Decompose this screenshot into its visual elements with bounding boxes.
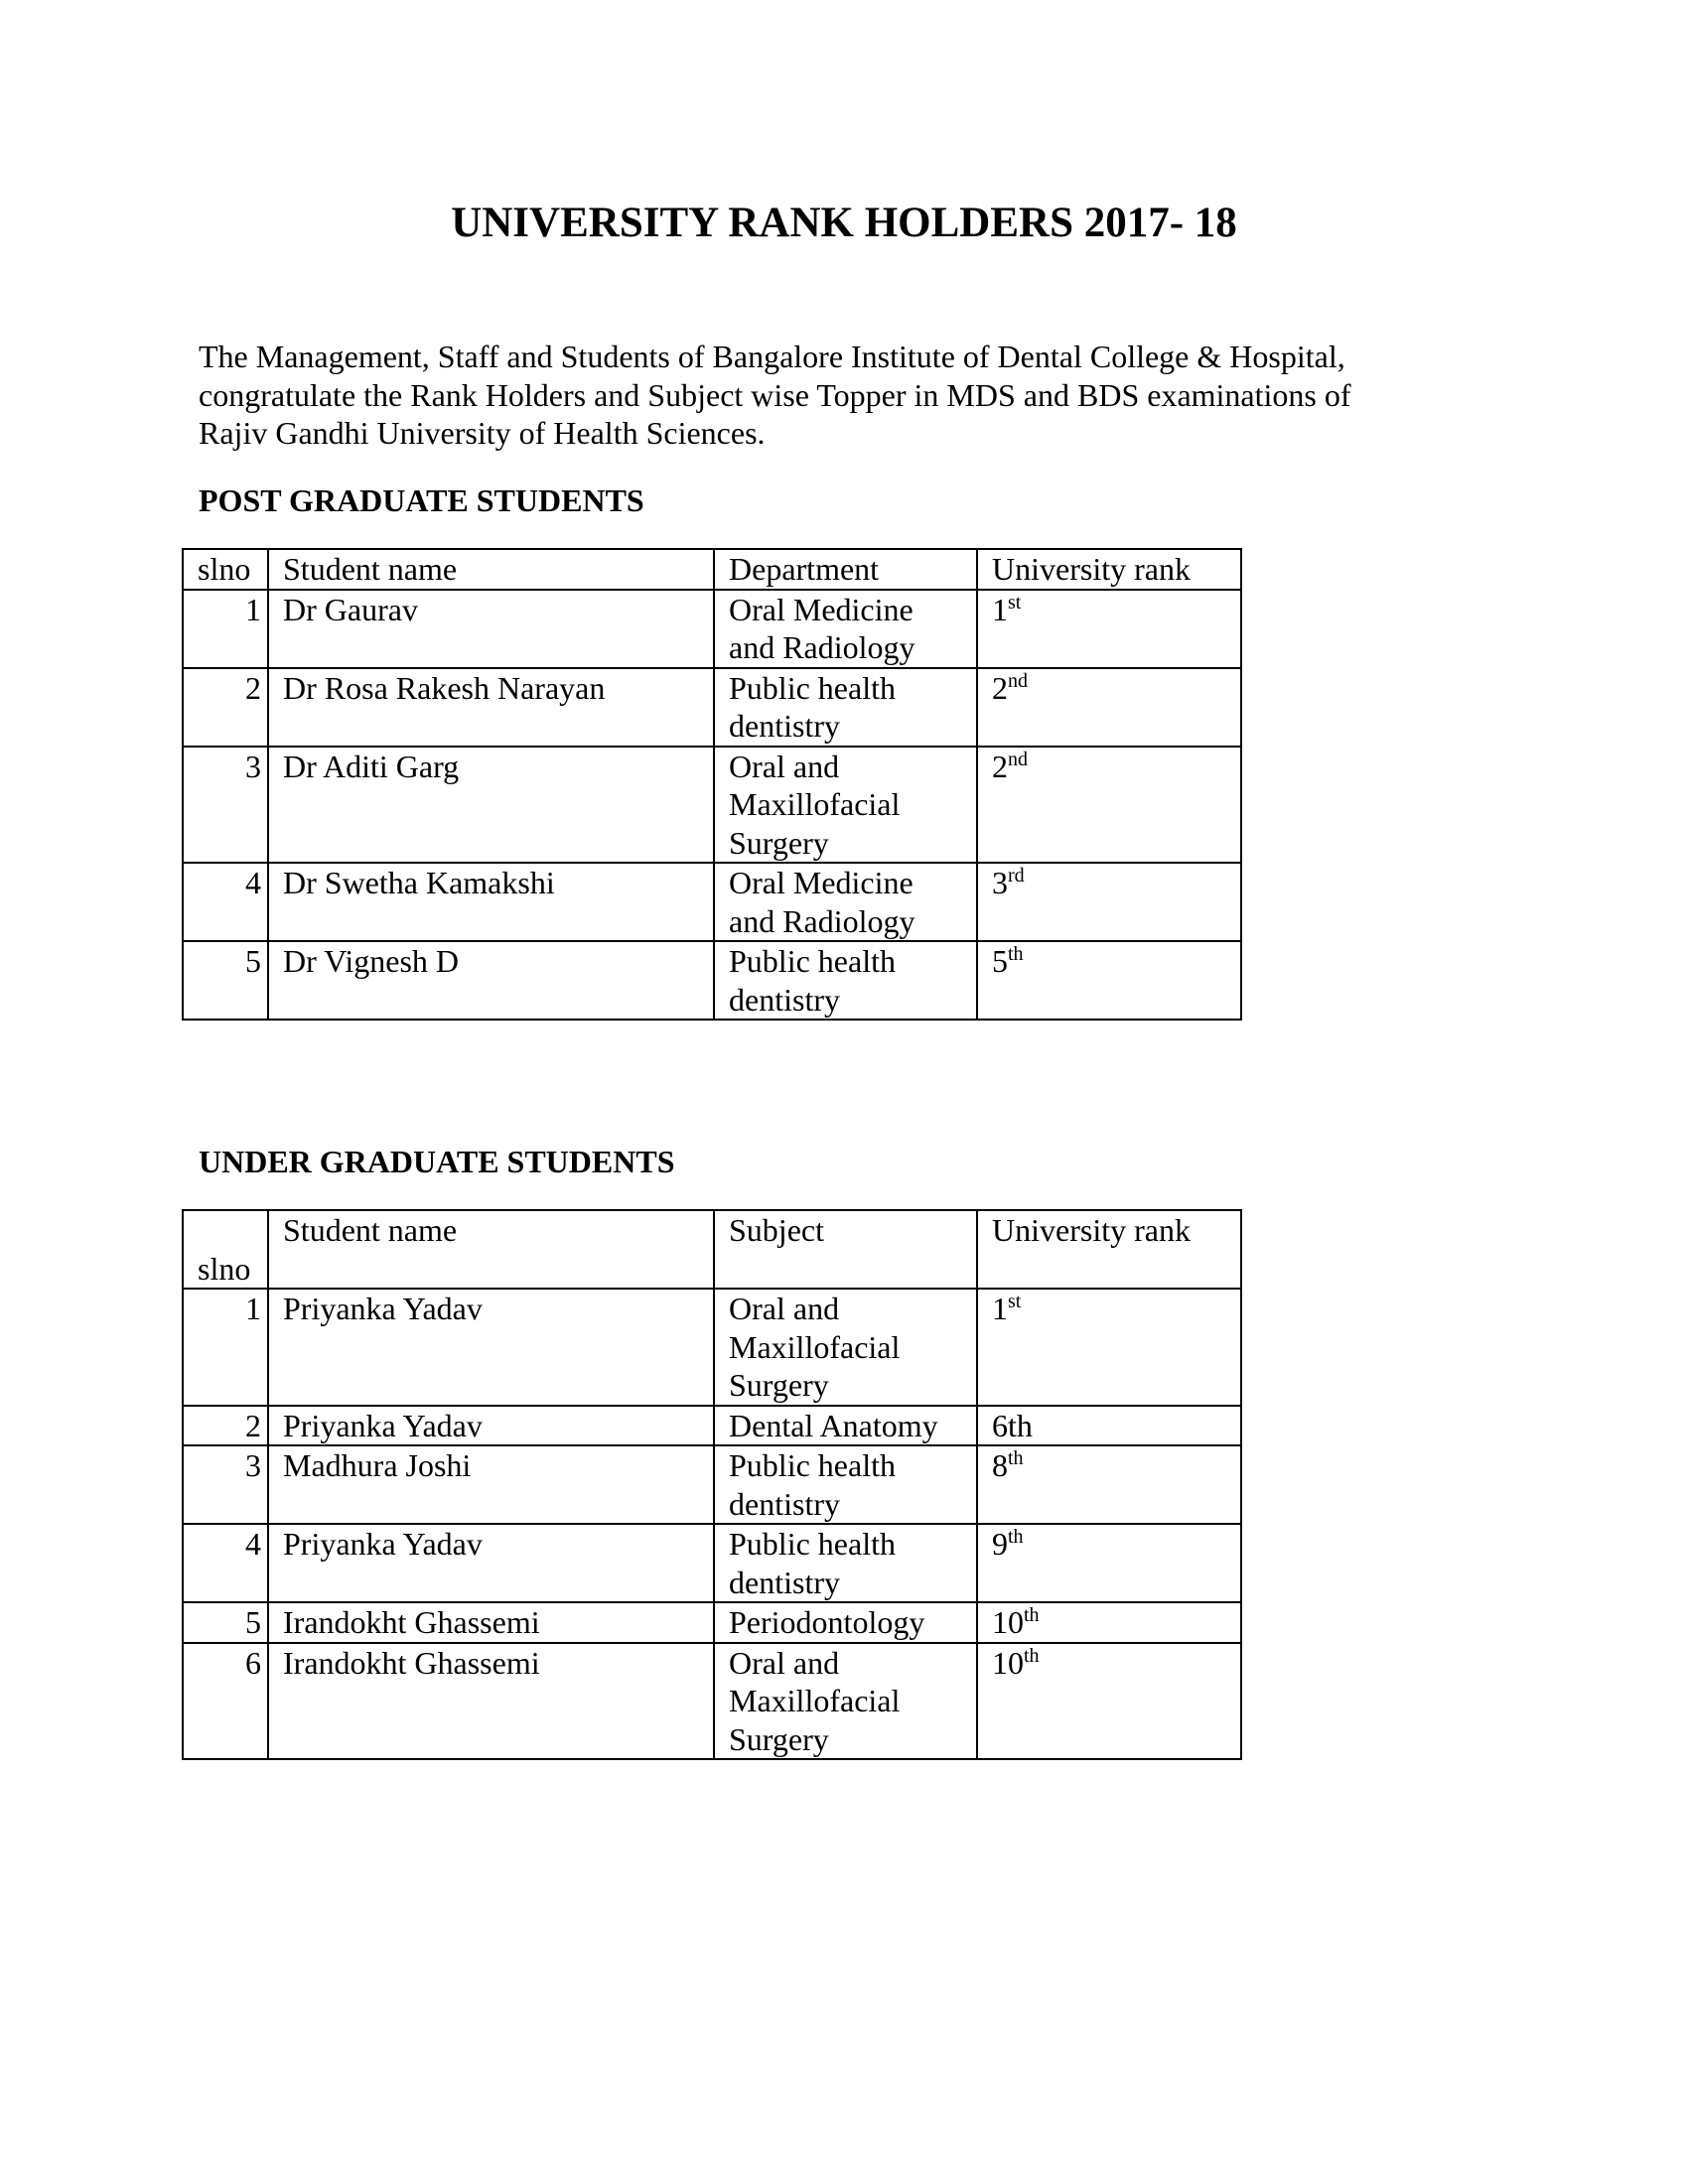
subject-cell-line: Surgery: [729, 1720, 829, 1757]
rank-value: 6th: [992, 1407, 1033, 1443]
department-cell: [714, 747, 977, 864]
subject-cell-line: Maxillofacial: [729, 1328, 901, 1365]
department-cell-line: dentistry: [729, 708, 840, 744]
table-row: [183, 1406, 1241, 1446]
table-row: [183, 747, 1241, 864]
rank-value: 8: [992, 1447, 1008, 1483]
document-title: UNIVERSITY RANK HOLDERS 2017- 18: [451, 200, 1237, 246]
table-header-row: [183, 549, 1241, 590]
subject-cell-line: dentistry: [729, 1485, 840, 1522]
rank-suffix: th: [1024, 1604, 1040, 1626]
table-row: [183, 668, 1241, 747]
subject-cell-line: Public health: [729, 1526, 896, 1562]
slno-cell: 4: [183, 1524, 268, 1602]
slno-cell: 3: [183, 747, 268, 864]
student-name-cell: Dr Swetha Kamakshi: [268, 863, 714, 941]
intro-line: The Management, Staff and Students of Bangalore Institute of Dental College & Hospital,: [199, 339, 1345, 374]
department-cell-line: Surgery: [729, 824, 829, 861]
student-name-cell: Irandokht Ghassemi: [268, 1602, 714, 1643]
header-subject: Subject: [714, 1210, 977, 1289]
rank-suffix: th: [1008, 1526, 1024, 1548]
slno-cell: 2: [183, 1406, 268, 1446]
student-name-cell: Dr Rosa Rakesh Narayan: [268, 668, 714, 747]
student-name-cell: Priyanka Yadav: [268, 1524, 714, 1602]
rank-suffix: st: [1008, 591, 1022, 614]
rank-value: 2: [992, 748, 1008, 784]
department-cell-line: dentistry: [729, 981, 840, 1018]
intro-line: Rajiv Gandhi University of Health Sciences.: [199, 415, 766, 451]
department-cell-line: Oral Medicine: [729, 865, 914, 900]
rank-suffix: th: [1024, 1644, 1040, 1667]
subject-cell-line: Oral and: [729, 1644, 840, 1681]
rank-suffix: rd: [1008, 865, 1025, 887]
department-cell-line: and Radiology: [729, 629, 915, 665]
subject-cell-line: Public health: [729, 1447, 896, 1483]
postgraduate-heading: POST GRADUATE STUDENTS: [199, 482, 644, 518]
university-rank-cell: [977, 1643, 1241, 1760]
rank-value: 9: [992, 1526, 1008, 1562]
table-row: [183, 1445, 1241, 1524]
header-university-rank: University rank: [977, 1210, 1241, 1289]
department-cell-line: Oral Medicine: [729, 591, 914, 627]
subject-cell: [714, 1289, 977, 1406]
subject-cell-line: Maxillofacial: [729, 1683, 901, 1718]
undergraduate-table: [182, 1209, 1242, 1760]
rank-suffix: st: [1008, 1291, 1022, 1312]
department-cell-line: Public health: [729, 943, 896, 979]
department-cell-line: Oral and: [729, 748, 840, 784]
rank-suffix: nd: [1008, 748, 1028, 770]
university-rank-cell: [977, 668, 1241, 747]
header-student-name: Student name: [268, 1210, 714, 1289]
university-rank-cell: [977, 863, 1241, 941]
university-rank-cell: [977, 1289, 1241, 1406]
undergraduate-heading: UNDER GRADUATE STUDENTS: [199, 1144, 675, 1179]
slno-cell: 5: [183, 941, 268, 1020]
table-row: [183, 590, 1241, 668]
table-row: [183, 941, 1241, 1020]
subject-cell: [714, 1602, 977, 1643]
rank-value: 2: [992, 669, 1008, 706]
department-cell-line: Public health: [729, 669, 896, 706]
rank-value: 3: [992, 865, 1008, 900]
university-rank-cell: [977, 1406, 1241, 1446]
subject-cell: [714, 1524, 977, 1602]
intro-paragraph: [199, 338, 1450, 453]
subject-cell: [714, 1406, 977, 1446]
rank-suffix: th: [1008, 943, 1024, 965]
rank-value: 1: [992, 591, 1008, 627]
slno-cell: 5: [183, 1602, 268, 1643]
rank-value: 10: [992, 1604, 1024, 1640]
university-rank-cell: [977, 1445, 1241, 1524]
slno-cell: 3: [183, 1445, 268, 1524]
subject-cell-line: Dental Anatomy: [729, 1407, 938, 1443]
table-row: [183, 1289, 1241, 1406]
university-rank-cell: [977, 590, 1241, 668]
rank-value: 5: [992, 943, 1008, 979]
slno-cell: 2: [183, 668, 268, 747]
subject-cell-line: Oral and: [729, 1291, 840, 1326]
rank-suffix: nd: [1008, 669, 1028, 692]
department-cell: [714, 590, 977, 668]
slno-cell: 4: [183, 863, 268, 941]
student-name-cell: Irandokht Ghassemi: [268, 1643, 714, 1760]
slno-cell: 1: [183, 1289, 268, 1406]
student-name-cell: Dr Aditi Garg: [268, 747, 714, 864]
student-name-cell: Priyanka Yadav: [268, 1289, 714, 1406]
header-student-name: Student name: [268, 549, 714, 590]
university-rank-cell: [977, 747, 1241, 864]
table-row: [183, 1643, 1241, 1760]
subject-cell-line: Surgery: [729, 1367, 829, 1403]
subject-cell: [714, 1445, 977, 1524]
student-name-cell: Dr Gaurav: [268, 590, 714, 668]
rank-suffix: th: [1008, 1447, 1024, 1469]
header-slno: slno: [183, 549, 268, 590]
department-cell: [714, 941, 977, 1020]
table-row: [183, 1524, 1241, 1602]
postgraduate-table: [182, 548, 1242, 1021]
student-name-cell: Priyanka Yadav: [268, 1406, 714, 1446]
subject-cell: [714, 1643, 977, 1760]
university-rank-cell: [977, 941, 1241, 1020]
subject-cell-line: dentistry: [729, 1564, 840, 1600]
table-row: [183, 1602, 1241, 1643]
university-rank-cell: [977, 1602, 1241, 1643]
header-university-rank: University rank: [977, 549, 1241, 590]
department-cell: [714, 668, 977, 747]
university-rank-cell: [977, 1524, 1241, 1602]
intro-line: congratulate the Rank Holders and Subject wise Topper in MDS and BDS examinations of: [199, 376, 1351, 413]
slno-cell: 6: [183, 1643, 268, 1760]
table-row: [183, 863, 1241, 941]
student-name-cell: Madhura Joshi: [268, 1445, 714, 1524]
subject-cell-line: Periodontology: [729, 1604, 925, 1640]
rank-value: 1: [992, 1291, 1008, 1326]
slno-cell: 1: [183, 590, 268, 668]
header-slno: slno: [183, 1210, 268, 1289]
department-cell-line: and Radiology: [729, 902, 915, 939]
header-department: Department: [714, 549, 977, 590]
table-header-row: [183, 1210, 1241, 1289]
department-cell-line: Maxillofacial: [729, 786, 901, 822]
rank-value: 10: [992, 1644, 1024, 1681]
department-cell: [714, 863, 977, 941]
student-name-cell: Dr Vignesh D: [268, 941, 714, 1020]
